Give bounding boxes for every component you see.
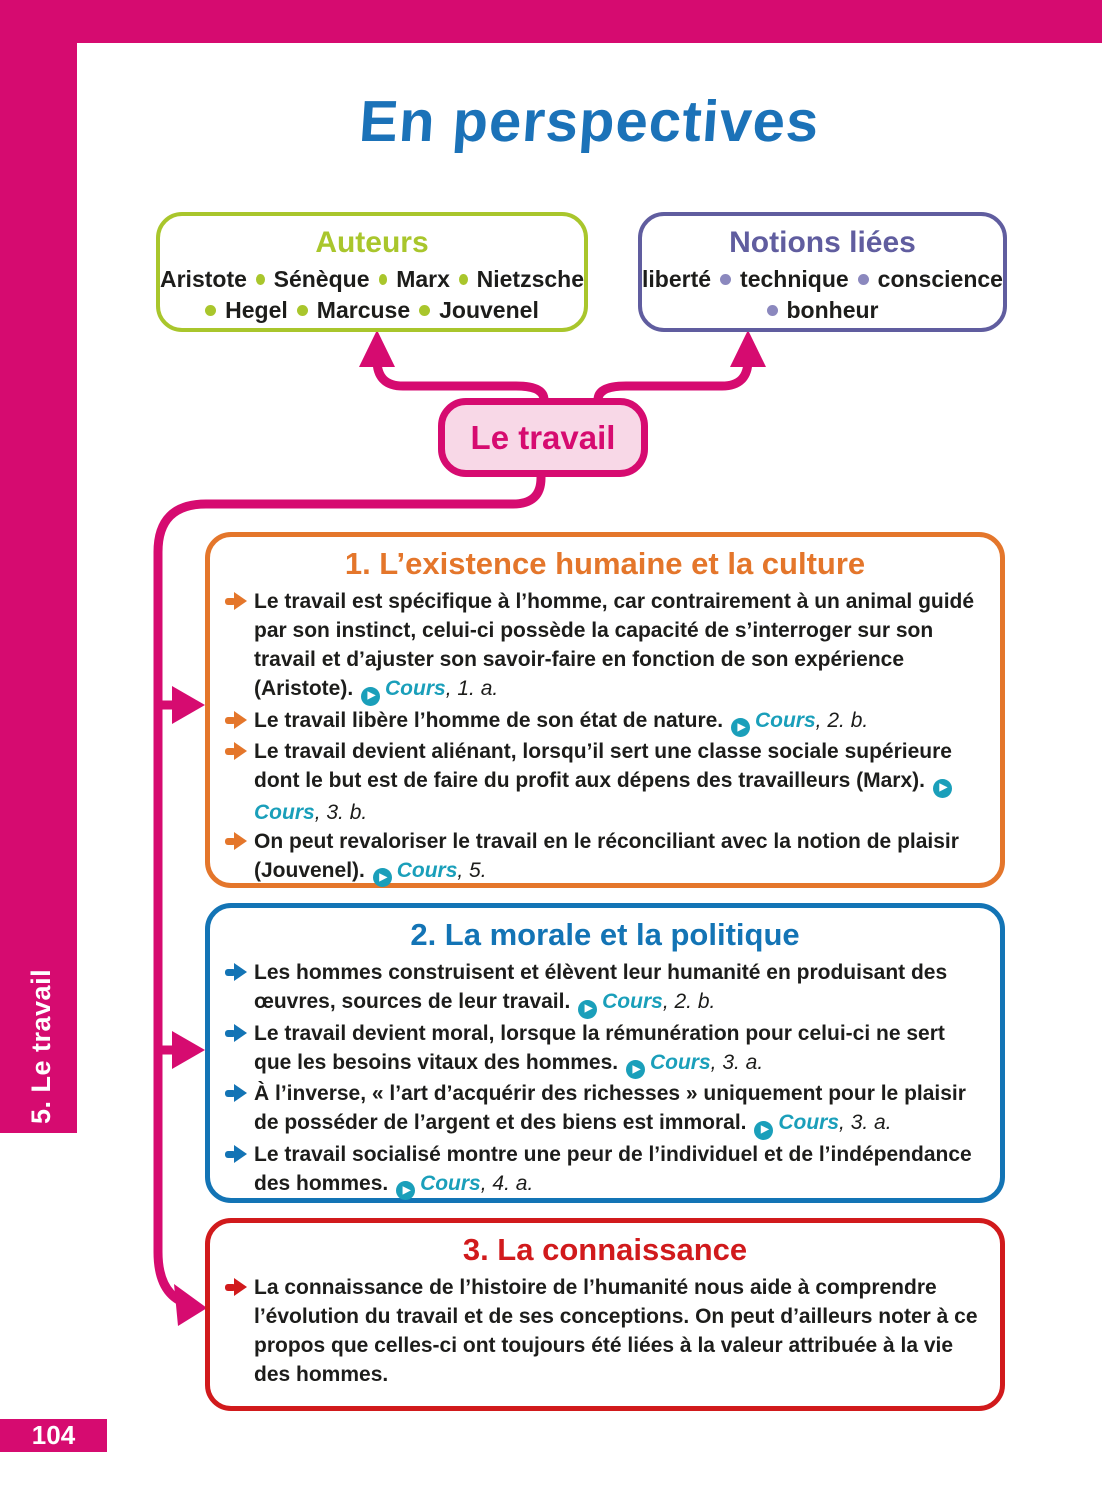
page-title: En perspectives [357,89,822,154]
bullet-item [224,958,980,1019]
bullet-dot-icon [419,305,430,316]
bullet-text [254,587,980,706]
cours-play-icon [396,1181,415,1200]
arrow-bullet-icon [224,1273,254,1302]
bullet-item [224,587,980,706]
bullet-item [224,737,980,827]
cours-play-icon [933,779,952,798]
section-title: 2. La morale et la politique [410,917,800,952]
section-connaissance [205,1218,1005,1411]
bullet-item [224,1079,980,1140]
author-name: Hegel [225,297,288,323]
bullet-body: Les hommes construisent et élèvent leur humanité en produisant des œuvres, sources de leur travail. [254,961,948,1013]
bullet-item [224,1019,980,1080]
arrow-bullet-icon [224,1140,254,1169]
chapter-side-tab: 5. Le travail [26,968,56,1124]
author-name: Nietzsche [476,266,585,292]
cours-play-icon [361,687,380,706]
arrow-bullet-icon [224,827,254,856]
cours-link: Cours [385,677,446,700]
cours-ref: , 5. [457,858,487,882]
section-morale-politique [205,903,1005,1203]
bullet-text [254,737,980,827]
cours-link: Cours [602,990,663,1013]
cours-play-icon [373,868,392,887]
section-existence-humaine [205,532,1005,888]
bullet-body: Le travail socialisé montre une peur de l’individuel et de l’indépendance des hommes. [254,1142,972,1195]
central-topic-box [438,398,648,477]
cours-play-icon [754,1121,773,1140]
section-title: 3. La connaissance [462,1232,748,1267]
cours-link: Cours [778,1111,840,1134]
bullet-body: Le travail libère l’homme de son état de nature. [254,708,729,732]
cours-link: Cours [396,858,458,882]
bullet-text [254,1019,980,1080]
bullet-body: Le travail devient moral, lorsque la rémunération pour celui-ci ne sert que les besoins vitaux des hommes. [254,1021,945,1074]
bullet-dot-icon [297,305,308,316]
notion-name: conscience [877,266,1003,292]
notions-line-1 [642,264,1003,295]
section-title: 1. L’existence humaine et la culture [344,546,866,581]
bullet-dot-icon [720,274,731,285]
arrow-bullet-icon [224,958,254,987]
arrow-bullet-icon [224,706,254,735]
bullet-item [224,706,980,738]
bullet-item [224,1140,980,1201]
central-topic-label: Le travail [470,418,616,456]
cours-ref: , 2. b. [815,708,869,732]
arrow-bullet-icon [224,1019,254,1048]
bullet-body: À l’inverse, « l’art d’acquérir des richesses » uniquement pour le plaisir de posséder de l’argent et des biens est immoral. [254,1082,966,1134]
auteurs-line-2 [160,295,584,326]
bullet-dot-icon [205,305,216,316]
bullet-dot-icon [256,274,265,285]
notion-name: bonheur [786,297,879,323]
bullet-dot-icon [379,274,388,285]
section-bullets [210,1273,1000,1389]
notions-title: Notions liées [729,226,916,259]
author-name: Marcuse [316,297,411,323]
cours-play-icon [626,1060,645,1079]
bullet-text [254,1079,980,1140]
cours-ref: , 3. a. [710,1050,764,1074]
bullet-body: Le travail devient aliénant, lorsqu’il sert une classe sociale supérieure dont le but est de faire du profit aux dépens des travailleurs (Marx). [254,740,952,792]
cours-link: Cours [754,708,816,732]
bullet-text [254,1140,980,1201]
page-number: 104 [0,1419,107,1452]
cours-link: Cours [254,800,315,824]
bullet-item [224,827,980,888]
author-name: Sénèque [273,266,370,292]
cours-ref: , 4. a. [480,1171,534,1195]
cours-play-icon [578,1000,597,1019]
bullet-body: On peut revaloriser le travail en le réconciliant avec la notion de plaisir (Jouvenel). [254,829,959,882]
arrow-bullet-icon [224,737,254,766]
bullet-text [254,827,980,888]
cours-ref: , 3. a. [839,1111,892,1134]
auteurs-line-1 [160,264,584,295]
bullet-text [254,706,980,738]
section-bullets [210,958,1000,1200]
bullet-dot-icon [858,274,869,285]
notion-name: technique [740,266,849,292]
notions-liees-box [638,212,1007,332]
auteurs-title: Auteurs [315,226,429,259]
cours-ref: , 1. a. [445,677,499,700]
bullet-body: La connaissance de l’histoire de l’humanité nous aide à comprendre l’évolution du travail et de ses conceptions. On peut d’ailleurs noter à ce propos que celles-ci ont toujours été liées à la valeur attribuée à la vie des hommes. [254,1276,978,1386]
cours-ref: , 2. b. [662,990,716,1013]
arrow-bullet-icon [224,1079,254,1108]
cours-link: Cours [649,1050,711,1074]
section-bullets [210,587,1000,887]
auteurs-box [156,212,588,332]
bullet-body: Le travail est spécifique à l’homme, car contrairement à un animal guidé par son instinct, celui-ci possède la capacité de s’interroger sur son travail et d’ajuster son savoir-faire en fonction de son expérience (Aristote). [254,590,975,700]
bullet-dot-icon [767,305,778,316]
notions-line-2 [642,295,1003,326]
author-name: Aristote [160,266,247,292]
author-name: Jouvenel [439,297,539,323]
bullet-text [254,1273,980,1389]
bullet-text [254,958,980,1019]
bullet-item [224,1273,980,1389]
cours-ref: , 3. b. [314,800,368,824]
cours-play-icon [731,718,750,737]
cours-link: Cours [420,1171,481,1195]
arrow-bullet-icon [224,587,254,616]
author-name: Marx [396,266,450,292]
notion-name: liberté [642,266,712,292]
bullet-dot-icon [459,274,468,285]
